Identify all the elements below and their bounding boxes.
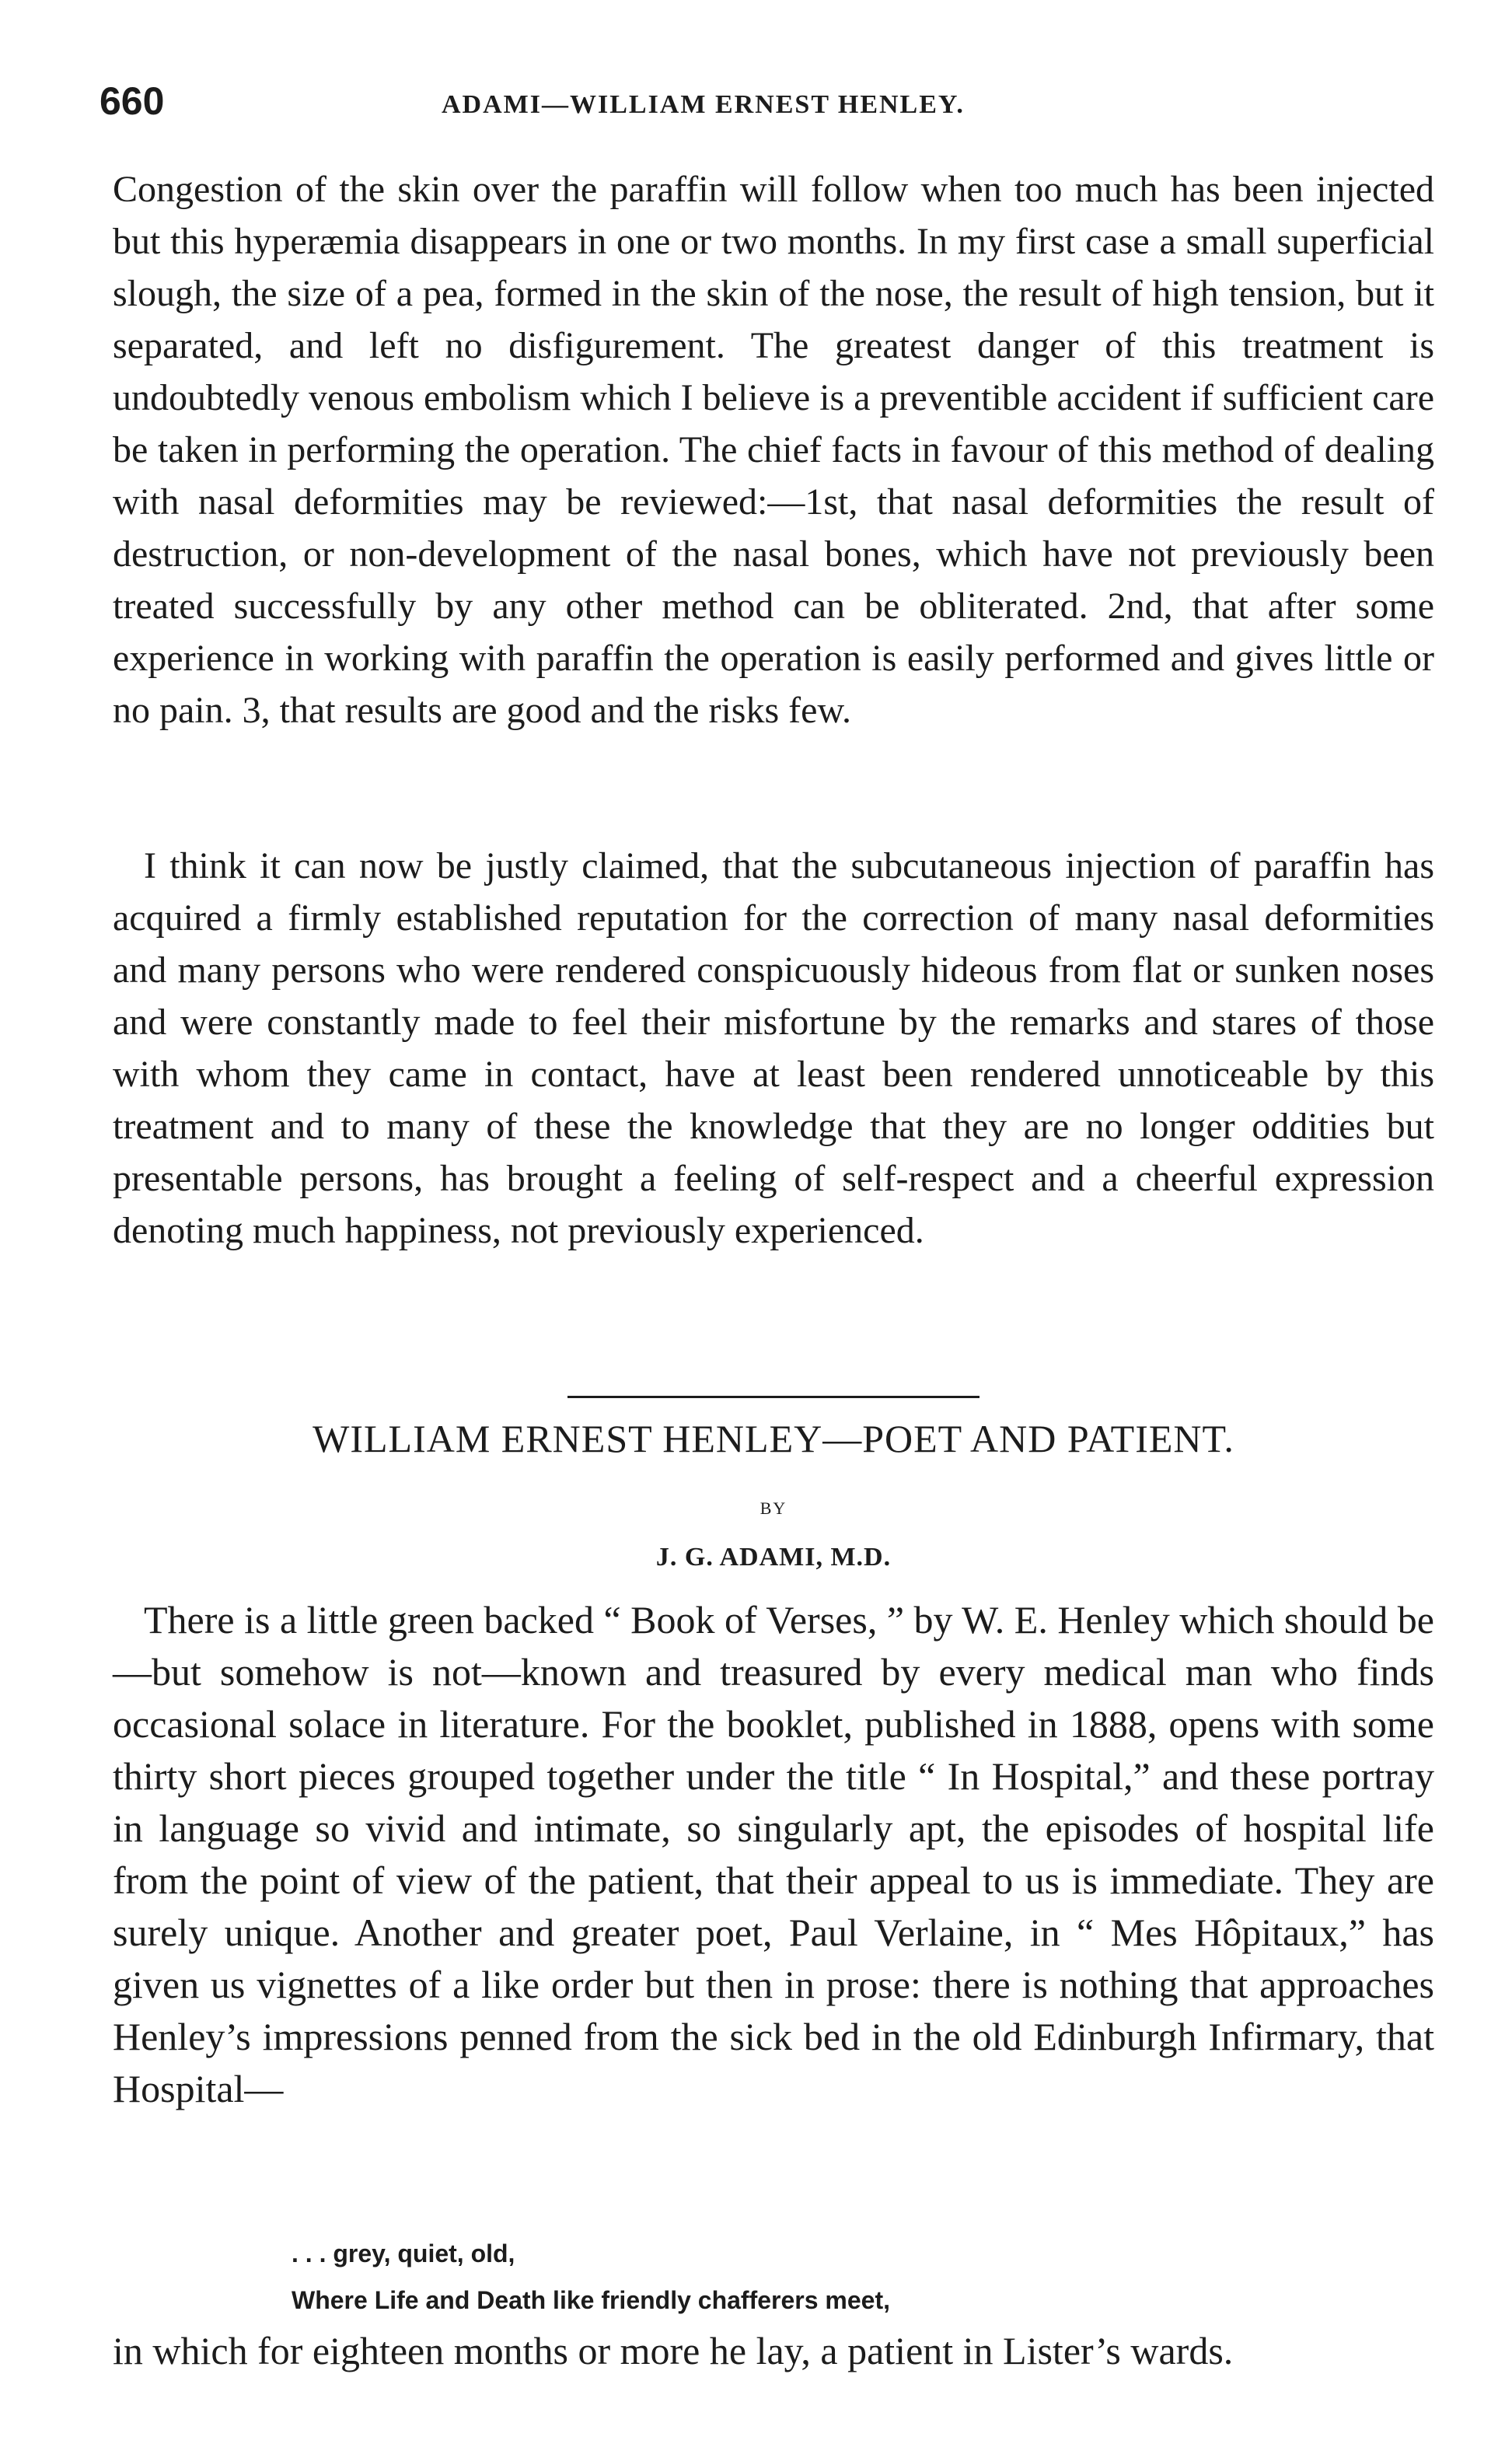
- article-paragraph-1: There is a little green backed “ Book of Verses, ” by W. E. Henley which should be—but somehow is not—known and treasured by every medical man who finds occasional solace in literature. For the booklet, published in 1888, opens with some thirty short pieces grouped together under the title “ In Hospital,” and these portray in language so vivid and intimate, so singularly apt, the episodes of hospital life from the point of view of the patient, that their appeal to us is immediate. They are surely unique. Another and greater poet, Paul Verlaine, in “ Mes Hôpitaux,” has given us vignettes of a like order but then in prose: there is nothing that approaches Henley’s impressions penned from the sick bed in the old Edinburgh Infirmary, that Hospital—: [113, 1598, 1434, 2110]
- byline-author: J. G. ADAMI, M.D.: [655, 1543, 892, 1572]
- continuation-paragraph-2: I think it can now be justly claimed, that the subcutaneous injection of paraffin has acquired a firmly established reputation for the correction of many nasal deformities and many persons who were rendered conspicuously hideous from flat or sunken noses and were constantly made to feel their misfortune by the remarks and stares of those with whom they came in contact, have at least been rendered unnoticeable by this treatment and to many of these the knowledge that they are no longer oddities but presentable persons, has brought a feeling of self-respect and a cheerful expression denoting much happiness, not previously experienced.: [113, 845, 1434, 1251]
- byline-by: BY: [759, 1498, 787, 1518]
- article-paragraph-2: in which for eighteen months or more he lay, a patient in Lister’s wards.: [113, 2329, 1234, 2372]
- section-divider: [567, 1396, 979, 1398]
- verse-line-2: Where Life and Death like friendly chafferers meet,: [292, 2286, 891, 2314]
- running-head: ADAMI—WILLIAM ERNEST HENLEY.: [442, 90, 965, 119]
- page-header: [100, 78, 1421, 132]
- continuation-paragraph-1: Congestion of the skin over the paraffin will follow when too much has been injected but this hyperæmia disappears in one or two months. In my first case a small superficial slough, the size of a pea, formed in the skin of the nose, the result of high tension, but it separated, and left no disfigurement. The greatest danger of this treatment is undoubtedly venous embolism which I believe is a preventible accident if sufficient care be taken in performing the operation. The chief facts in favour of this method of dealing with nasal deformities may be reviewed:—1st, that nasal deformities the result of destruction, or non-development of the nasal bones, which have not previously been treated successfully by any other method can be obliterated. 2nd, that after some experience in working with paraffin the operation is easily performed and gives little or no pain. 3, that results are good and the risks few.: [113, 169, 1434, 731]
- verse-line-1: . . . grey, quiet, old,: [292, 2239, 515, 2267]
- article-title: WILLIAM ERNEST HENLEY—POET AND PATIENT.: [313, 1417, 1234, 1460]
- page-number: 660: [100, 79, 165, 123]
